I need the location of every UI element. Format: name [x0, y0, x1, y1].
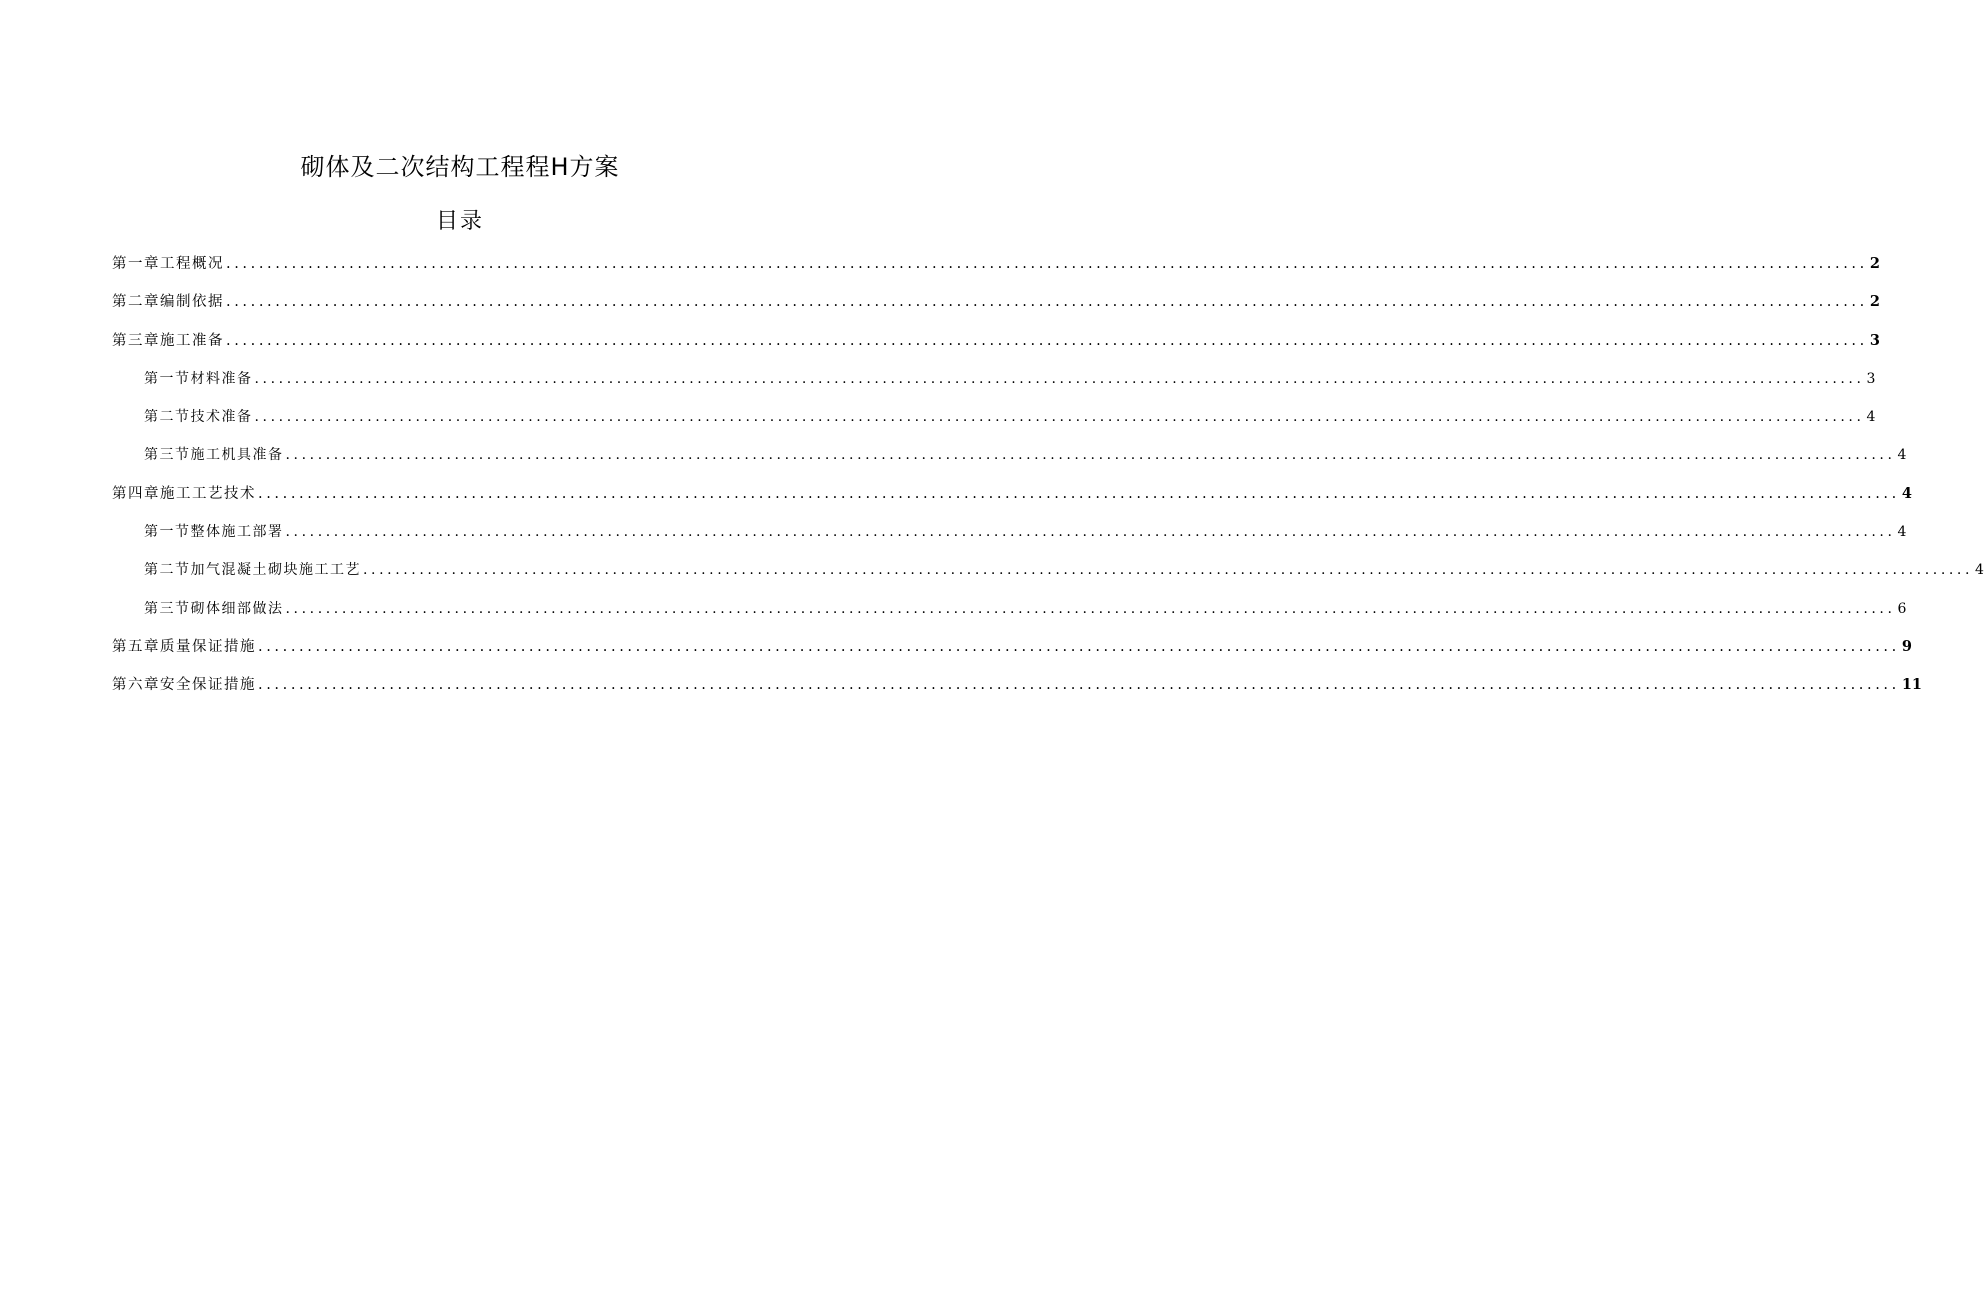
toc-entry-page: 4 — [1897, 524, 1907, 541]
toc-dot-leader: ........................................................................................................................................................................................................ — [254, 409, 1865, 426]
toc-entry[interactable] — [112, 290, 1880, 328]
toc-entry-label: 第三节施工机具准备 — [144, 447, 284, 464]
toc-entry-label: 第四章施工工艺技术 — [112, 485, 256, 502]
toc-dot-leader: ........................................................................................................................................................................................................ — [258, 485, 1900, 502]
toc-dot-leader: ........................................................................................................................................................................................................ — [226, 256, 1868, 272]
toc-dot-leader: ........................................................................................................................................................................................................ — [226, 294, 1868, 311]
toc-dot-leader: ........................................................................................................................................................................................................ — [363, 562, 1974, 579]
toc-entry-page: 6 — [1897, 600, 1907, 617]
toc-entry[interactable] — [112, 329, 1880, 367]
toc-entry[interactable] — [112, 482, 1912, 520]
toc-entry-page: 11 — [1901, 676, 1923, 694]
toc-entry[interactable] — [112, 252, 1880, 290]
toc-entry-label: 第三章施工准备 — [112, 332, 224, 349]
toc-entry-label: 第二节技术准备 — [144, 409, 253, 426]
toc-entry-label: 第六章安全保证措施 — [112, 677, 256, 694]
toc-entry-page: 3 — [1869, 331, 1880, 349]
toc-entry-label: 第一节整体施工部署 — [144, 524, 284, 541]
toc-entry-label: 第五章质量保证措施 — [112, 638, 256, 655]
toc-entry-page: 2 — [1869, 293, 1880, 311]
toc-entry[interactable] — [112, 597, 1907, 635]
toc-entry-label: 第一节材料准备 — [144, 370, 253, 387]
toc-dot-leader: ........................................................................................................................................................................................................ — [285, 524, 1896, 541]
toc-entry[interactable] — [112, 635, 1912, 673]
toc-entry-label: 第二章编制依据 — [112, 294, 224, 311]
toc-entry-page: 3 — [1866, 370, 1876, 387]
toc-entry[interactable] — [112, 367, 1876, 405]
toc-entry-label: 第三节砌体细部做法 — [144, 600, 284, 617]
toc-heading: 目录 — [435, 209, 484, 234]
toc-dot-leader: ........................................................................................................................................................................................................ — [258, 677, 1900, 694]
toc-dot-leader: ........................................................................................................................................................................................................ — [254, 370, 1865, 387]
toc-entry-page: 4 — [1975, 562, 1984, 579]
toc-dot-leader: ........................................................................................................................................................................................................ — [258, 638, 1900, 655]
toc-entry-page: 4 — [1901, 484, 1912, 502]
toc-entry-label: 第一章工程概况 — [112, 256, 224, 272]
toc-entry[interactable] — [112, 673, 1923, 711]
toc-entry[interactable] — [112, 520, 1907, 558]
toc-entry[interactable] — [112, 405, 1876, 443]
toc-entry-page: 4 — [1897, 447, 1907, 464]
document-title: 砌体及二次结构工程程H方案 — [300, 153, 620, 181]
toc-entry-label: 第二节加气混凝土砌块施工工艺 — [144, 562, 361, 579]
toc-entry-page: 4 — [1866, 409, 1876, 426]
table-of-contents — [112, 252, 1984, 712]
toc-dot-leader: ........................................................................................................................................................................................................ — [285, 447, 1896, 464]
toc-entry[interactable] — [112, 558, 1984, 596]
toc-dot-leader: ........................................................................................................................................................................................................ — [285, 600, 1896, 617]
toc-entry[interactable] — [112, 443, 1907, 481]
toc-dot-leader: ........................................................................................................................................................................................................ — [226, 332, 1868, 349]
toc-entry-page: 9 — [1901, 637, 1912, 655]
toc-entry-page: 2 — [1869, 255, 1880, 272]
